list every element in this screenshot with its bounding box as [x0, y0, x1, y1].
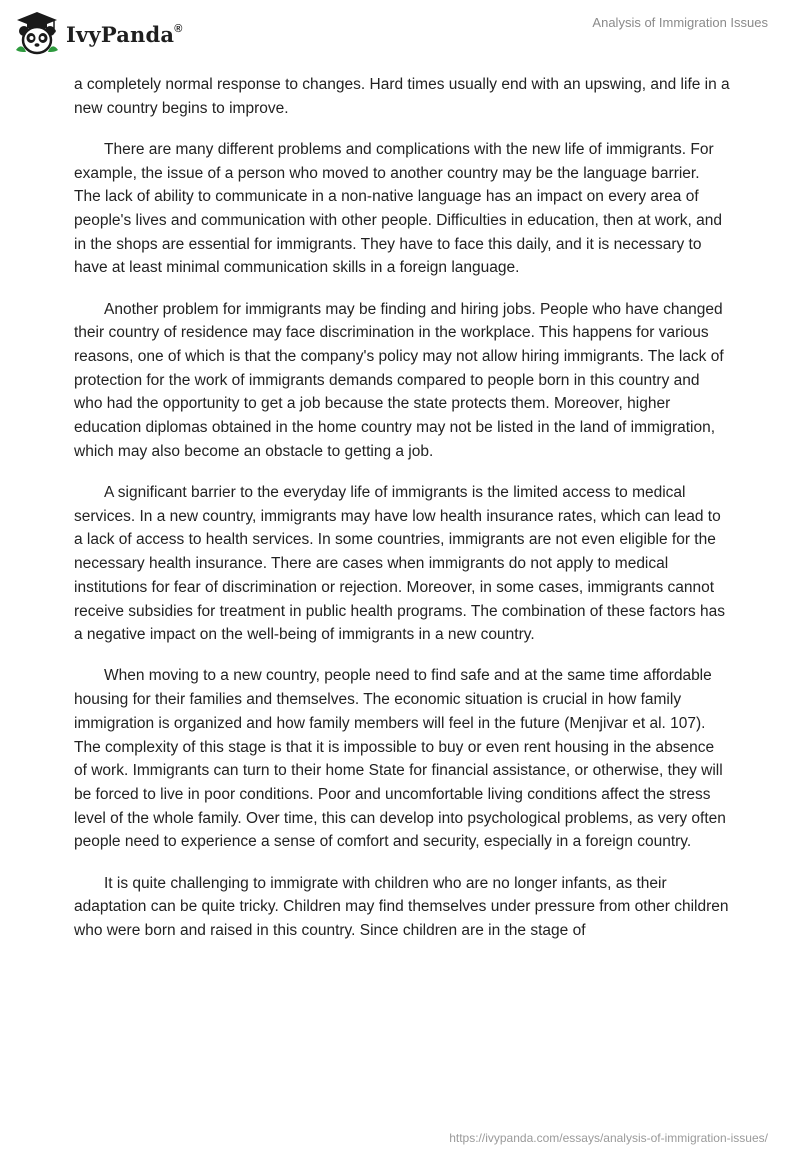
page-header	[0, 0, 800, 70]
document-title: Analysis of Immigration Issues	[592, 15, 768, 30]
ivypanda-logo[interactable]	[14, 10, 183, 56]
paragraph: There are many different problems and complications with the new life of immigrants. For example, the issue of a person who moved to another country may be the language barrier. The lack of ability to communicate in a non-native language has an impact on every area of people's lives and communication with other people. Difficulties in education, then at work, and in the shops are essential for immigrants. They have to face this daily, and it is necessary to have at least minimal communication skills in a foreign language.	[74, 140, 723, 277]
paragraph: When moving to a new country, people need to find safe and at the same time affordable housing for their families and themselves. The economic situation is crucial in how family immigration is organized and how family members will feel in the future (Menjivar et al. 107). The complexity of this stage is that it is impossible to buy or even rent housing in the absence of work. Immigrants can turn to their home State for financial assistance, or otherwise, they will be forced to live in poor conditions. Poor and uncomfortable living conditions affect the stress level of the whole family. Over time, this can develop into psychological problems, as very often people need to experience a sense of comfort and security, especially in a foreign country.	[74, 667, 726, 851]
panda-graduate-icon	[14, 10, 60, 56]
paragraph: A significant barrier to the everyday life of immigrants is the limited access to medical services. In a new country, immigrants may have low health insurance rates, which can lead to a lack of access to health services. In some countries, immigrants are not even eligible for the necessary health insurance. There are cases when immigrants do not apply to medical institutions for fear of discrimination or rejection. Moreover, in some cases, immigrants cannot receive subsidies for treatment in public health programs. The combination of these factors has a negative impact on the well-being of immigrants in a new country.	[74, 484, 726, 644]
essay-body	[74, 73, 730, 960]
paragraph: Another problem for immigrants may be finding and hiring jobs. People who have changed their country of residence may face discrimination in the workplace. This happens for various reasons, one of which is that the company's policy may not allow hiring immigrants. The lack of protection for the work of immigrants demands compared to people born in this country and who had the opportunity to get a job because the state protects them. Moreover, higher education diplomas obtained in the home country may not be listed in the land of immigration, which may also become an obstacle to getting a job.	[74, 300, 724, 460]
paragraph: a completely normal response to changes. Hard times usually end with an upswing, and life in a new country begins to improve.	[74, 76, 730, 117]
source-url-link[interactable]: https://ivypanda.com/essays/analysis-of-immigration-issues/	[449, 1131, 768, 1145]
logo-wordmark: IvyPanda®	[66, 21, 183, 47]
paragraph: It is quite challenging to immigrate with children who are no longer infants, as their adaptation can be quite tricky. Children may find themselves under pressure from other children who were born and raised in this country. Since children are in the stage of	[74, 874, 729, 939]
